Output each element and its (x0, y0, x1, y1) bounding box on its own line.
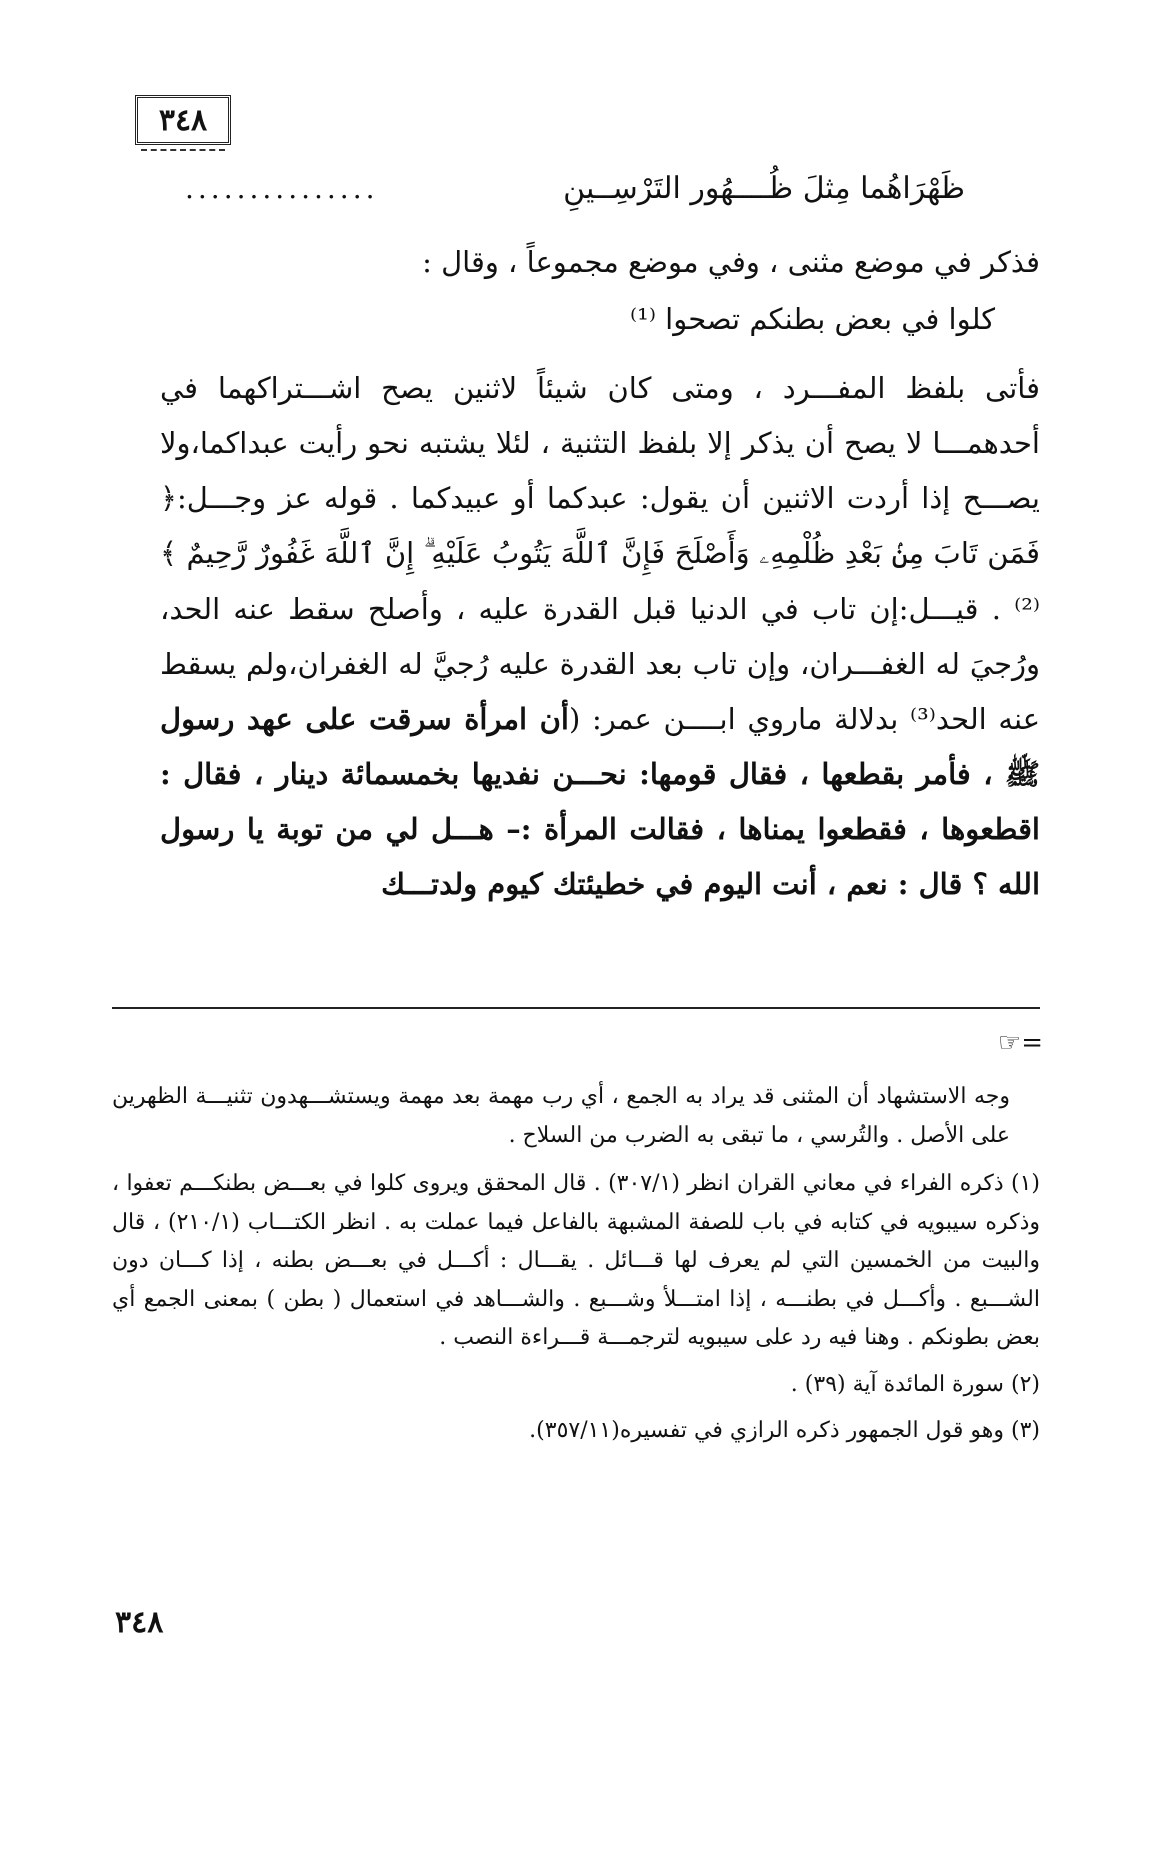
page-number-box (135, 95, 231, 145)
poetry-verse-text: ظَهْرَاهُما مِثلَ ظُــــهُور التَرْسِــينِ (563, 170, 965, 206)
footnote-3: (٣) وهو قول الجمهور ذكره الرازي في تفسيره(٣٥٧/١١). (529, 1418, 1040, 1443)
footnote-2: (٢) سورة المائدة آية (٣٩) . (790, 1371, 1040, 1397)
footnote-continuation: وجه الاستشهاد أن المثنى قد يراد به الجمع ، أي رب مهمة بعد مهمة ويستشـــهدون تثنيـــة الظهرين على الأصل . والتُرسي ، ما تبقى به الضرب من السلاح . (112, 1084, 1010, 1148)
pointing-hand-icon: ☞ (997, 1028, 1022, 1058)
continuation-marker-text: = (1021, 1028, 1043, 1058)
main-text (160, 235, 1040, 912)
main-paragraph-text: فأتى بلفظ المفـــرد ، ومتى كان شيئاً لاثنين يصح اشـــتراكهما في أحدهمـــا لا يصح أن يذكر إلا بلفظ التثنية ، لئلا يشتبه نحو رأيت عبداكما،ولا يصـــح إذا أردت الاثنين أن يقول: عبدكما أو عبيدكما . قوله عز وجـــل:﴿ فَمَن تَابَ مِنۢ بَعْدِ ظُلْمِهِۦ وَأَصْلَحَ فَإِنَّ ٱللَّهَ يَتُوبُ عَلَيْهِ ۗ إِنَّ ٱللَّهَ غَفُورٌ رَّحِيمٌ ﴾⁽²⁾ . قيـــل:إن تاب في الدنيا قبل القدرة عليه ، وأصلح سقط عنه الحد، ورُجيَ له الغفـــران، وإن تاب بعد القدرة عليه رُجيَّ له الغفران،ولم يسقط عنه الحد⁽³⁾ بدلالة ماروي ابــــن عمر: ( (160, 371, 1041, 736)
main-paragraph (160, 361, 1040, 912)
footnote-1: (١) ذكره الفراء في معاني القران انظر (٣٠٧/١) . قال المحقق ويروى كلوا في بعـــض بطنكـــم تعفوا ، وذكره سيبويه في كتابه في باب للصفة المشبهة بالفاعل فيما عملت به . انظر الكتـــاب (٢١٠/١) ، قال والبيت من الخمسين التي لم يعرف لها قـــائل . يقـــال : أكـــل في بعـــض بطنه ، إذا كـــان دون الشـــبع . وأكـــل في بطنـــه ، إذا امتـــلأ وشـــبع . والشـــاهد في استعمال ( بطن ) بمعنى الجمع أي بعض بطونكم . وهنا فيه رد على سيبويه لترجمـــة قـــراءة النصب . (112, 1171, 1040, 1350)
quoted-verse: كلوا في بعض بطنكم تصحوا ⁽¹⁾ (630, 302, 995, 337)
footer-page-number: ٣٤٨ (115, 1605, 164, 1640)
footnote-separator (112, 1007, 1040, 1009)
intro-line: فذكر في موضع مثنى ، وفي موضع مجموعاً ، وقال : (422, 245, 1040, 279)
footnotes (112, 1078, 1040, 1459)
hadith-bold-text: أن امرأة سرقت على عهد رسول ﷺ ، فأمر بقطعها ، فقال قومها: نحـــن نفديها بخمسمائة دينار ، فقال : اقطعوها ، فقطعوا يمناها ، فقالت المرأة :– هـــل لي من توبة يا رسول الله ؟ قال : نعم ، أنت اليوم في خطيئتك كيوم ولدتـــك (160, 701, 1040, 902)
continuation-mark (998, 1028, 1043, 1058)
page-number-box-text: ٣٤٨ (158, 102, 208, 138)
poetry-ellipsis: ............... (185, 171, 379, 205)
poetry-verse-line (185, 158, 965, 218)
